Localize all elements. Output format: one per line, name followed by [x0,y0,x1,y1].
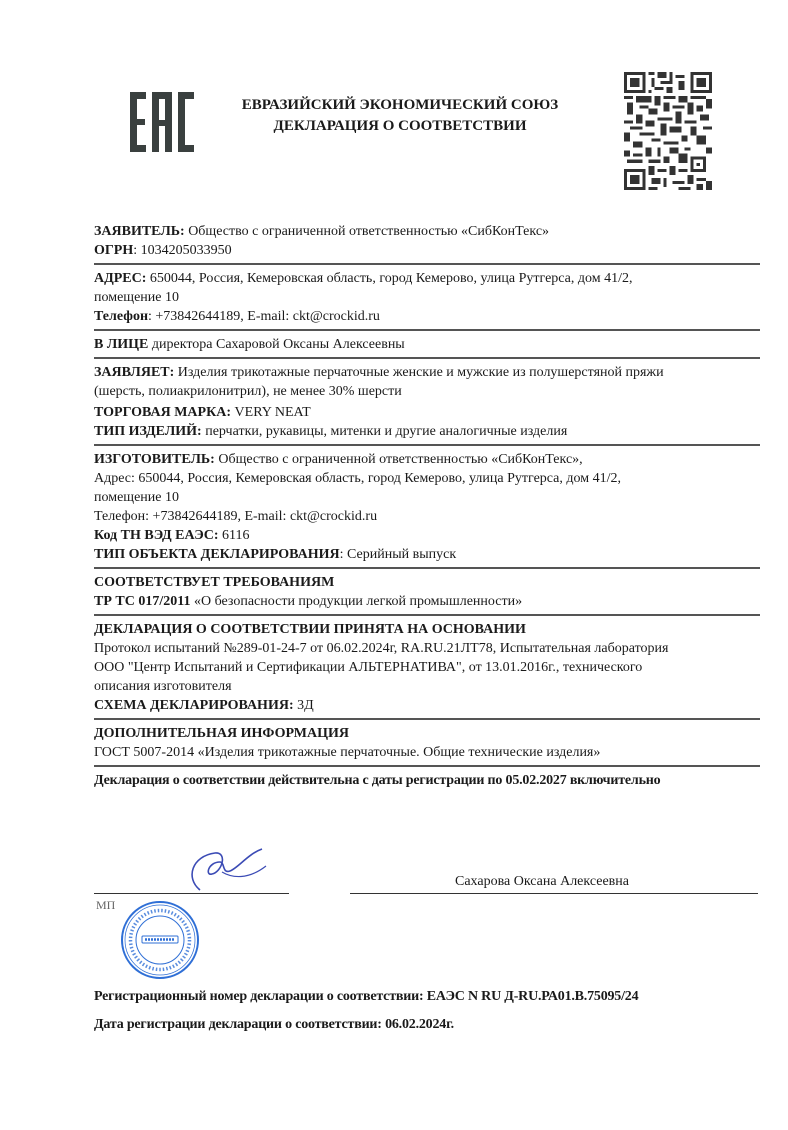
address-value-cont: помещение 10 [94,290,179,305]
divider [94,614,760,616]
divider [94,718,760,720]
document-header [200,95,600,137]
ogrn-value: : 1034205033950 [133,243,232,258]
validity-statement: Декларация о соответствии действительна с даты регистрации по 05.02.2027 включительно [94,773,661,788]
registration-number-row [94,988,638,1006]
eac-logo [130,92,190,152]
manufacturer-section [94,450,760,564]
address-section [94,269,760,326]
applicant-section [94,222,760,260]
divider [94,567,760,569]
applicant-label: ЗАЯВИТЕЛЬ: [94,224,185,239]
registration-date-label: Дата регистрации декларации о соответствии: [94,1017,382,1032]
address-label: АДРЕС: [94,271,147,286]
additional-value: ГОСТ 5007-2014 «Изделия трикотажные перчаточные. Общие технические изделия» [94,745,601,760]
conformity-section [94,573,760,611]
declares-value: Изделия трикотажные перчаточные женские и мужские из полушерстяной пряжи [177,365,664,380]
declares-section [94,363,760,441]
header-union-title: ЕВРАЗИЙСКИЙ ЭКОНОМИЧЕСКИЙ СОЮЗ [241,97,559,113]
product-type-label: ТИП ИЗДЕЛИЙ: [94,424,202,439]
tnved-label: Код ТН ВЭД ЕАЭС: [94,528,219,543]
manufacturer-contacts: Телефон: +73842644189, E-mail: ckt@crockid.ru [94,509,378,524]
regulation-code: ТР ТС 017/2011 [94,594,191,609]
object-type-label: ТИП ОБЪЕКТА ДЕКЛАРИРОВАНИЯ [94,547,340,562]
object-type-value: : Серийный выпуск [339,547,457,562]
manufacturer-value: Общество с ограниченной ответственностью «СибКонТекс», [218,452,583,467]
brand-label: ТОРГОВАЯ МАРКА: [94,405,232,420]
signer-name: Сахарова Оксана Алексеевна [455,874,629,889]
tnved-value: 6116 [222,528,250,543]
phone-label: Телефон [94,309,149,324]
basis-line-3: описания изготовителя [94,679,232,694]
represented-label: В ЛИЦЕ [94,337,149,352]
signature-line [94,893,289,894]
brand-value: VERY NEAT [234,405,311,420]
registration-number-label: Регистрационный номер декларации о соответствии: [94,989,424,1004]
address-value: 650044, Россия, Кемеровская область, город Кемерово, улица Рутгерса, дом 41/2, [149,271,633,286]
conformity-label: СООТВЕТСТВУЕТ ТРЕБОВАНИЯМ [94,575,335,590]
divider [94,329,760,331]
scheme-value: 3Д [297,698,314,713]
manufacturer-address-cont: помещение 10 [94,490,179,505]
divider [94,263,760,265]
additional-section [94,724,760,762]
handwritten-signature [170,848,280,892]
manufacturer-label: ИЗГОТОВИТЕЛЬ: [94,452,215,467]
declares-value-cont: (шерсть, полиакрилонитрил), не менее 30% шерсти [94,384,402,399]
declares-label: ЗАЯВЛЯЕТ: [94,365,175,380]
registration-number-value: ЕАЭС N RU Д-RU.РА01.В.75095/24 [426,989,639,1004]
declaration-body [94,222,760,790]
phone-value: : +73842644189, E-mail: ckt@crockid.ru [148,309,380,324]
represented-value: директора Сахаровой Оксаны Алексеевны [151,337,405,352]
company-stamp [120,900,200,980]
additional-label: ДОПОЛНИТЕЛЬНАЯ ИНФОРМАЦИЯ [94,726,349,741]
divider [94,444,760,446]
divider [94,357,760,359]
regulation-name: «О безопасности продукции легкой промышленности» [193,594,523,609]
basis-line-1: Протокол испытаний №289-01-24-7 от 06.02.2024г, RA.RU.21ЛТ78, Испытательная лаборатория [94,641,669,656]
scheme-label: СХЕМА ДЕКЛАРИРОВАНИЯ: [94,698,294,713]
mp-label: МП [96,898,116,912]
signer-name-line [350,893,758,894]
header-declaration-title: ДЕКЛАРАЦИЯ О СООТВЕТСТВИИ [273,118,527,134]
registration-date-value: 06.02.2024г. [385,1017,454,1032]
manufacturer-address: Адрес: 650044, Россия, Кемеровская область, город Кемерово, улица Рутгерса, дом 41/2, [94,471,621,486]
applicant-value: Общество с ограниченной ответственностью «СибКонТекс» [188,224,550,239]
basis-section [94,620,760,715]
divider [94,765,760,767]
basis-label: ДЕКЛАРАЦИЯ О СООТВЕТСТВИИ ПРИНЯТА НА ОСНОВАНИИ [94,622,526,637]
basis-line-2: ООО "Центр Испытаний и Сертификации АЛЬТЕРНАТИВА", от 13.01.2016г., технического [94,660,643,675]
registration-date-row [94,1016,454,1034]
ogrn-label: ОГРН [94,243,134,258]
product-type-value: перчатки, рукавицы, митенки и другие аналогичные изделия [205,424,568,439]
qr-code-icon [624,72,712,190]
